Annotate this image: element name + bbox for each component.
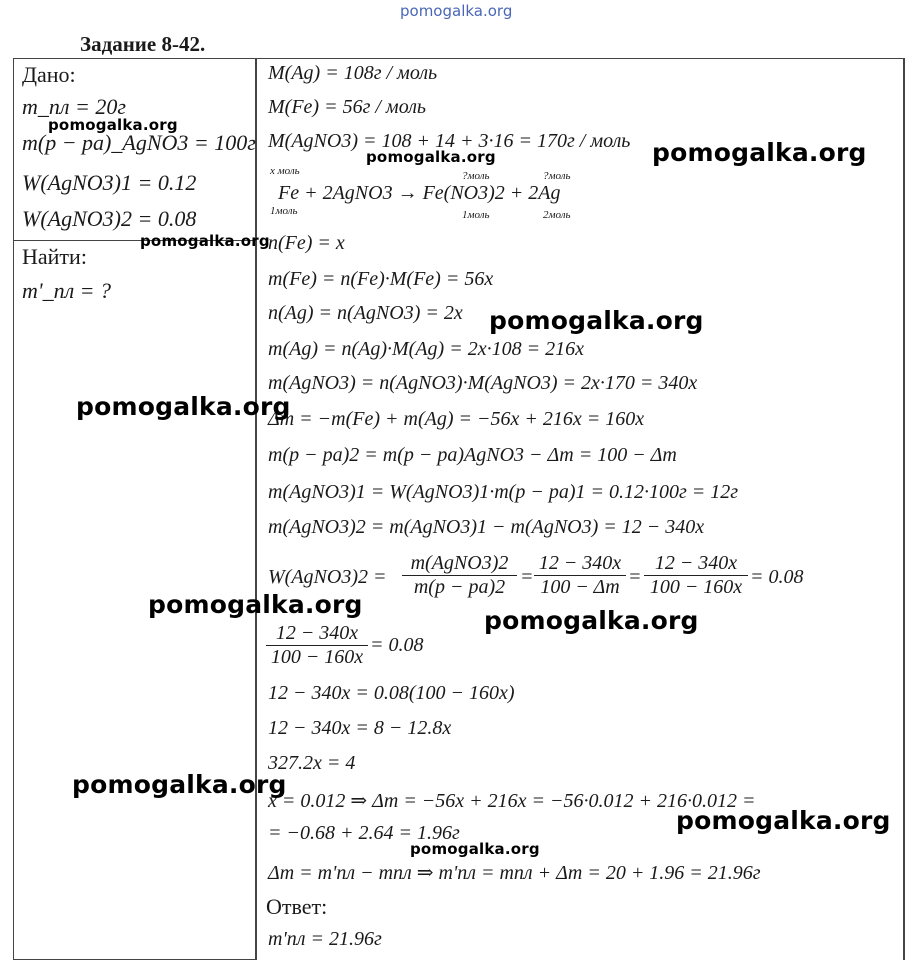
fraction-1-num: m(AgNO3)2 [402, 552, 517, 576]
reaction-label-fe-bottom: 1моль [270, 205, 298, 217]
step-solution-mass: m(p − pa)2 = m(p − pa)AgNO3 − Δm = 100 − Δm [268, 444, 677, 466]
watermark: pomogalka.org [652, 138, 867, 167]
reaction-label-fe-top: x моль [270, 165, 300, 177]
watermark: pomogalka.org [140, 232, 270, 250]
answer-value: m'пл = 21.96г [268, 928, 382, 950]
tail-4: x = 0.012 ⇒ Δm = −56x + 216x = −56·0.012 + 216·0.012 = [268, 790, 756, 812]
step-m-fe: m(Fe) = n(Fe)·M(Fe) = 56x [268, 268, 494, 290]
fraction-2-den: 100 − Δm [540, 576, 620, 598]
fraction-1-den: m(p − pa)2 [413, 576, 506, 598]
task-title: Задание 8-42. [80, 32, 206, 56]
fraction-3-num: 12 − 340x [644, 552, 748, 576]
watermark: pomogalka.org [484, 606, 699, 635]
fraction-2-num: 12 − 340x [534, 552, 626, 576]
fraction-4 [266, 622, 368, 669]
given-mass-solution: m(p − pa)_AgNO3 = 100г [22, 130, 256, 155]
watermark: pomogalka.org [676, 806, 891, 835]
step-m-agno3-2: m(AgNO3)2 = m(AgNO3)1 − m(AgNO3) = 12 − 340x [268, 516, 705, 538]
fraction-1 [402, 552, 517, 599]
watermark: pomogalka.org [48, 116, 178, 134]
step-m-agno3: m(AgNO3) = n(AgNO3)·M(AgNO3) = 2x·170 = 340x [268, 372, 698, 394]
column-divider [255, 58, 257, 960]
watermark: pomogalka.org [148, 590, 363, 619]
fraction-eq-2: = [628, 566, 642, 588]
tail-5: = −0.68 + 2.64 = 1.96г [268, 822, 460, 844]
fraction-4-rhs: = 0.08 [370, 634, 424, 656]
top-border [255, 58, 904, 59]
right-border [903, 58, 905, 960]
given-mass-plate: m_пл = 20г [22, 94, 126, 119]
fraction-4-den: 100 − 160x [270, 646, 364, 668]
given-w2: W(AgNO3)2 = 0.08 [22, 206, 197, 231]
fraction-rhs: = 0.08 [750, 566, 804, 588]
fraction-3 [644, 552, 748, 599]
step-n-ag: n(Ag) = n(AgNO3) = 2x [268, 302, 463, 324]
fraction-eq-1: = [520, 566, 534, 588]
site-link[interactable]: pomogalka.org [400, 2, 513, 20]
fraction-lhs: W(AgNO3)2 = [268, 566, 387, 588]
molar-agno3: M(AgNO3) = 108 + 14 + 3·16 = 170г / моль [268, 130, 631, 152]
find-value: m'_пл = ? [22, 278, 112, 303]
fraction-2 [534, 552, 626, 599]
molar-fe: M(Fe) = 56г / моль [268, 96, 427, 118]
tail-2: 12 − 340x = 8 − 12.8x [268, 717, 452, 739]
answer-label: Ответ: [266, 894, 328, 919]
watermark: pomogalka.org [76, 392, 291, 421]
reaction-label-fen-bottom: 1моль [462, 209, 490, 221]
given-label: Дано: [22, 62, 76, 87]
tail-3: 327.2x = 4 [268, 752, 356, 774]
watermark: pomogalka.org [489, 306, 704, 335]
tail-6: Δm = m'пл − mпл ⇒ m'пл = mпл + Δm = 20 + 1.96 = 21.96г [268, 862, 761, 884]
step-m-ag: m(Ag) = n(Ag)·M(Ag) = 2x·108 = 216x [268, 338, 584, 360]
step-m-agno3-1: m(AgNO3)1 = W(AgNO3)1·m(p − pa)1 = 0.12·100г = 12г [268, 481, 739, 503]
fraction-3-den: 100 − 160x [649, 576, 743, 598]
molar-ag: M(Ag) = 108г / моль [268, 62, 438, 84]
reaction-label-fen-top: ?моль [462, 170, 490, 182]
step-delta-m: Δm = −m(Fe) + m(Ag) = −56x + 216x = 160x [268, 408, 645, 430]
reaction-label-ag-top: ?моль [543, 170, 571, 182]
reaction-label-ag-bottom: 2моль [543, 209, 571, 221]
watermark: pomogalka.org [72, 770, 287, 799]
given-w1: W(AgNO3)1 = 0.12 [22, 170, 197, 195]
watermark: pomogalka.org [410, 840, 540, 858]
step-n-fe: n(Fe) = x [268, 232, 345, 254]
fraction-4-num: 12 − 340x [266, 622, 368, 646]
find-label: Найти: [22, 244, 87, 269]
watermark: pomogalka.org [366, 148, 496, 166]
reaction-equation: Fe + 2AgNO3 → Fe(NO3)2 + 2Ag [278, 182, 561, 204]
tail-1: 12 − 340x = 0.08(100 − 160x) [268, 682, 515, 704]
